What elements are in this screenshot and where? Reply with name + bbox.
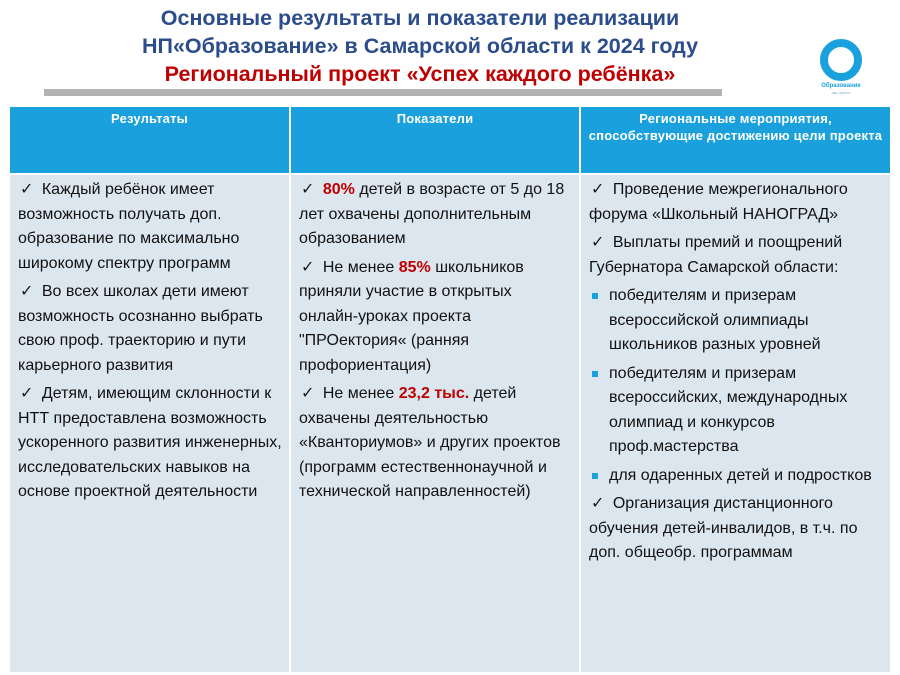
indicators-cell <box>290 174 580 672</box>
table-row <box>10 174 890 672</box>
logo-ring-icon <box>820 39 862 81</box>
square-bullet-icon <box>592 473 598 479</box>
page-title-line-1: Основные результаты и показатели реализации <box>160 6 680 30</box>
checkmark-icon: ✓ <box>591 234 605 251</box>
page-subtitle: Региональный проект «Успех каждого ребёнка» <box>164 62 676 86</box>
result-item: ✓ Каждый ребёнок имеет возможность получать доп. образование по максимально широкому спектру программ <box>18 181 240 272</box>
award-list-item: победителям и призерам всероссийских, международных олимпиад и конкурсов проф.мастерства <box>589 362 884 460</box>
result-item: ✓ Детям, имеющим склонности к НТТ предоставлена возможность ускоренного развития инженерных, исследовательских навыков на основе проектной деятельности <box>18 385 282 500</box>
activity-item: ✓ Проведение межрегионального форума «Школьный НАНОГРАД» <box>589 181 848 223</box>
indicator-item: ✓ Не менее 23,2 тыс. детей охвачены деятельностью «Кванториумов» и других проектов (программ естественнонаучной и технической направленностей) <box>299 385 561 500</box>
page-title-line-2: НП«Образование» в Самарской области к 2024 году <box>141 34 699 58</box>
indicator-value: 80% <box>322 181 355 198</box>
activity-item: ✓ Организация дистанционного обучения детей-инвалидов, в т.ч. по доп. общеобр. программам <box>589 495 858 561</box>
activity-item: ✓ Выплаты премий и поощрений Губернатора Самарской области: <box>589 234 843 276</box>
checkmark-icon: ✓ <box>591 181 605 198</box>
square-bullet-icon <box>592 293 598 299</box>
header-results: Результаты <box>10 107 290 174</box>
logo-text: Образование <box>821 83 861 89</box>
square-bullet-icon <box>592 371 598 377</box>
results-cell <box>10 174 290 672</box>
results-table <box>10 107 890 672</box>
checkmark-icon: ✓ <box>20 385 34 402</box>
checkmark-icon: ✓ <box>301 258 315 276</box>
checkmark-icon: ✓ <box>301 181 315 198</box>
header-indicators: Показатели <box>290 107 580 174</box>
indicator-item: ✓ Не менее 85% школьников приняли участие в открытых онлайн-уроках проекта "ПРОектория« (ранняя профориентация) <box>299 258 524 374</box>
checkmark-icon: ✓ <box>20 181 34 198</box>
award-list-item: победителям и призерам всероссийской олимпиады школьников разных уровней <box>589 284 884 358</box>
indicator-value: 85% <box>398 258 431 276</box>
header-activities: Региональные мероприятия, способствующие достижению цели проекта <box>580 107 890 174</box>
checkmark-icon: ✓ <box>20 283 34 300</box>
activities-cell <box>580 174 890 672</box>
indicator-item: ✓ 80% детей в возрасте от 5 до 18 лет охвачены дополнительным образованием <box>299 181 565 247</box>
indicator-value: 23,2 тыс. <box>398 385 470 402</box>
education-logo <box>815 39 867 99</box>
title-block <box>40 4 800 88</box>
table-header-row <box>10 107 890 174</box>
award-list-item: для одаренных детей и подростков <box>589 464 884 489</box>
checkmark-icon: ✓ <box>591 495 605 512</box>
title-underline <box>44 89 722 96</box>
checkmark-icon: ✓ <box>301 385 315 402</box>
logo-subtext: нац. проект <box>831 91 851 95</box>
result-item: ✓ Во всех школах дети имеют возможность осознанно выбрать свою проф. траекторию и пути карьерного развития <box>18 283 263 374</box>
